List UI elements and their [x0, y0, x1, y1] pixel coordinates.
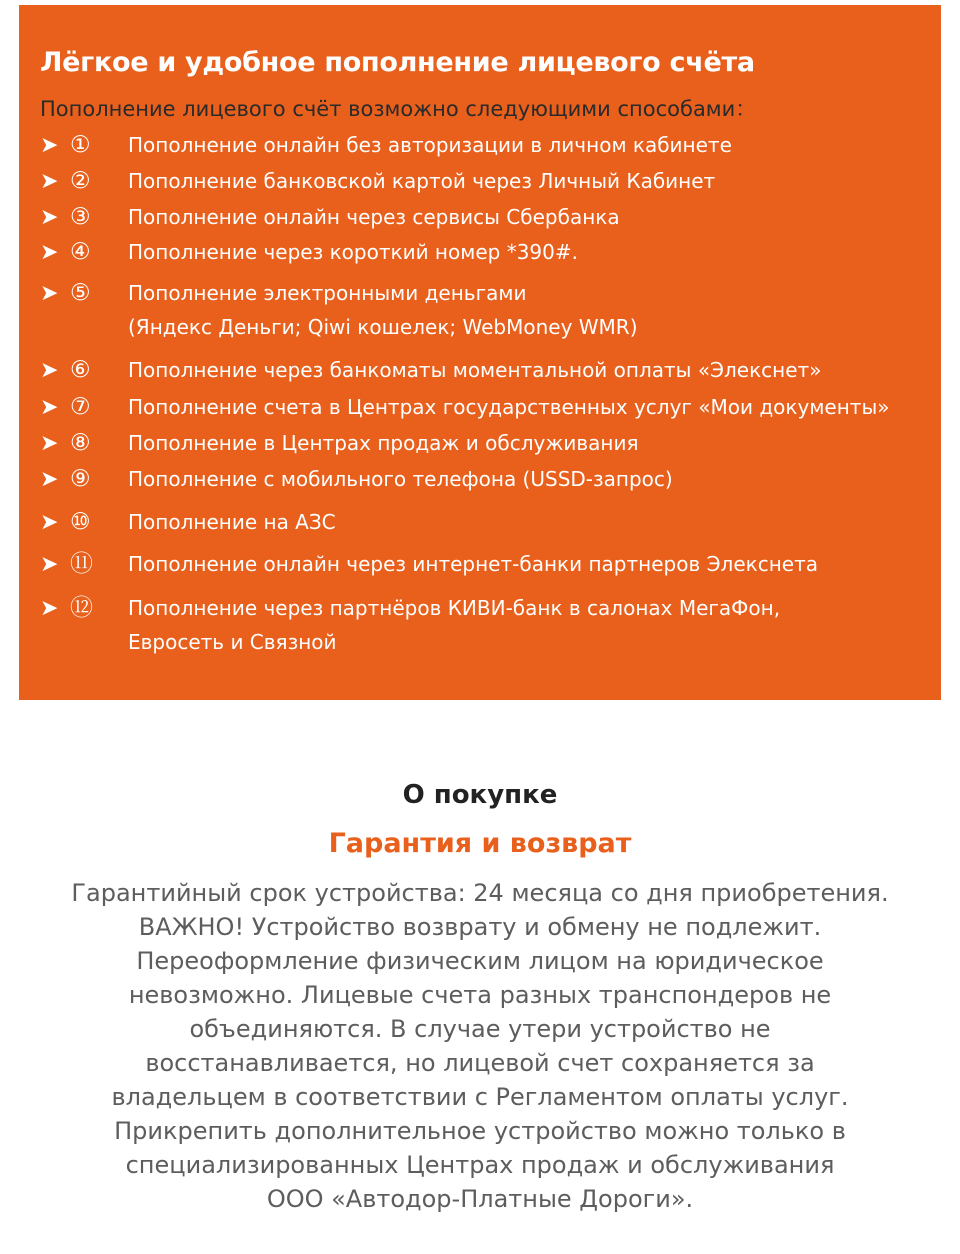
paragraph-line: восстанавливается, но лицевой счет сохраняется за [145, 1049, 815, 1077]
item-number: ③ [70, 204, 91, 230]
item-text-continuation: Евросеть и Связной [128, 630, 337, 654]
paragraph-line: объединяются. В случае утери устройство не [189, 1015, 771, 1043]
arrow-icon: ➤ [40, 595, 59, 620]
paragraph-line: невозможно. Лицевые счета разных транспондеров не [128, 981, 832, 1009]
arrow-icon: ➤ [40, 239, 59, 264]
topup-methods-panel [19, 5, 941, 700]
item-number: ⑫ [70, 595, 93, 621]
paragraph-line: Прикрепить дополнительное устройство можно только в [114, 1117, 846, 1145]
panel-subtitle: Пополнение лицевого счёт возможно следующими способами： [40, 97, 757, 121]
paragraph-line: Переоформление физическим лицом на юридическое [136, 947, 824, 975]
arrow-icon: ➤ [40, 466, 59, 491]
arrow-icon: ➤ [40, 132, 59, 157]
item-number: ④ [70, 239, 91, 265]
panel-title: Лёгкое и удобное пополнение лицевого счёта [40, 47, 755, 78]
item-text: Пополнение онлайн через сервисы Сбербанка [128, 205, 620, 229]
arrow-icon: ➤ [40, 168, 59, 193]
item-text: Пополнение онлайн без авторизации в личном кабинете [128, 133, 732, 157]
item-number: ⑤ [70, 280, 91, 306]
paragraph-line: ООО «Автодор-Платные Дороги». [266, 1185, 694, 1213]
arrow-icon: ➤ [40, 551, 59, 576]
item-text: Пополнение онлайн через интернет-банки партнеров Элекснета [128, 552, 819, 576]
item-text: Пополнение через короткий номер *390#. [128, 240, 578, 264]
about-purchase-heading: О покупке [402, 780, 558, 810]
item-number: ⑨ [70, 466, 91, 492]
item-text: Пополнение банковской картой через Личный Кабинет [128, 169, 716, 193]
guarantee-paragraph [0, 876, 960, 1216]
paragraph-line: владельцем в соответствии с Регламентом оплаты услуг. [111, 1083, 849, 1111]
item-text-continuation: (Яндекс Деньги; Qiwi кошелек; WebMoney WMR) [128, 315, 638, 339]
arrow-icon: ➤ [40, 357, 59, 382]
item-text: Пополнение с мобильного телефона (USSD-запрос) [128, 467, 673, 491]
arrow-icon: ➤ [40, 280, 59, 305]
arrow-icon: ➤ [40, 509, 59, 534]
item-number: ② [70, 168, 91, 194]
item-text: Пополнение через банкоматы моментальной оплаты «Элекснет» [128, 358, 822, 382]
paragraph-line: Гарантийный срок устройства: 24 месяца со дня приобретения. [71, 879, 889, 907]
arrow-icon: ➤ [40, 204, 59, 229]
item-number: ⑧ [70, 430, 91, 456]
item-text: Пополнение в Центрах продаж и обслуживания [128, 431, 639, 455]
item-text: Пополнение на АЗС [128, 510, 336, 534]
guarantee-heading: Гарантия и возврат [328, 828, 632, 859]
item-number: ① [70, 132, 91, 158]
paragraph-line: специализированных Центрах продаж и обслуживания [125, 1151, 835, 1179]
item-number: ⑥ [70, 357, 91, 383]
item-text: Пополнение счета в Центрах государственных услуг «Мои документы» [128, 395, 890, 419]
item-text: Пополнение электронными деньгами [128, 281, 527, 305]
item-number: ⑪ [70, 551, 93, 577]
paragraph-line: ВАЖНО! Устройство возврату и обмену не подлежит. [138, 913, 822, 941]
item-text: Пополнение через партнёров КИВИ-банк в салонах МегаФон, [128, 596, 781, 620]
arrow-icon: ➤ [40, 430, 59, 455]
arrow-icon: ➤ [40, 394, 59, 419]
item-number: ⑦ [70, 394, 91, 420]
item-number: ⑩ [70, 509, 91, 535]
